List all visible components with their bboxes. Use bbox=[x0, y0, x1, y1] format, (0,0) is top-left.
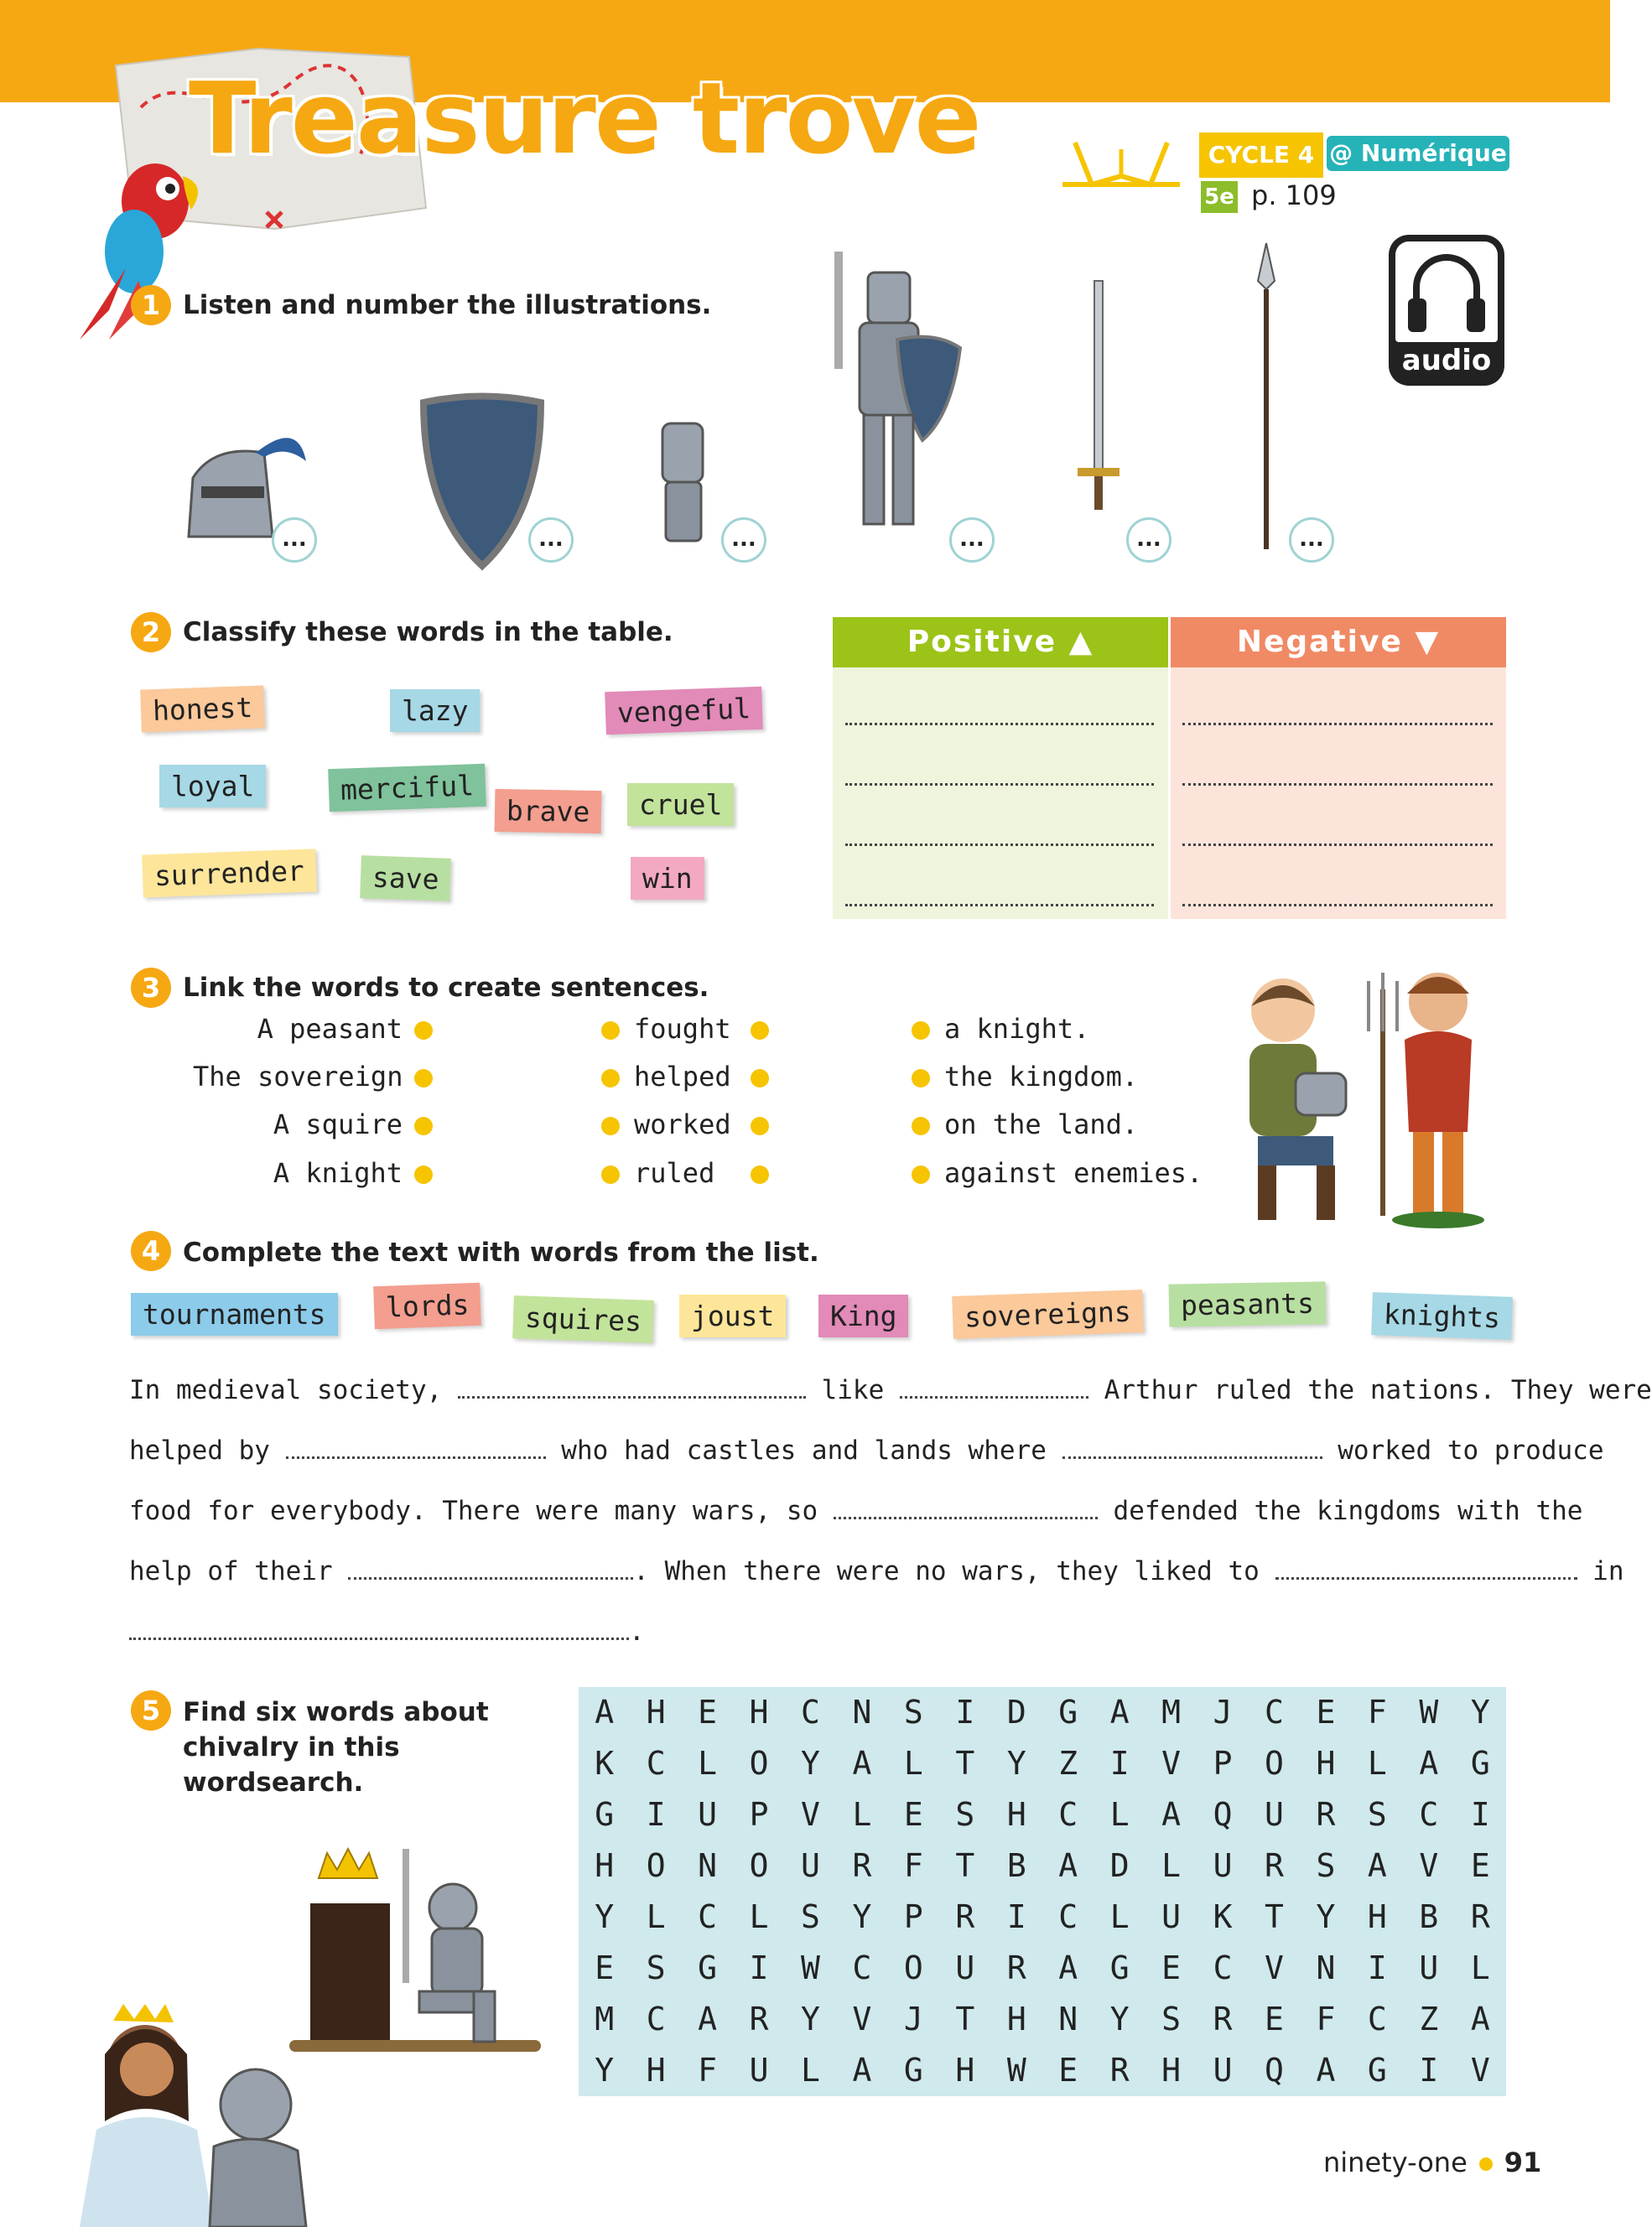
word-tag[interactable]: brave bbox=[495, 789, 602, 833]
page-reference: p. 109 bbox=[1251, 179, 1337, 211]
answer-circle-shield[interactable]: ... bbox=[528, 517, 574, 563]
object-item: on the land. bbox=[944, 1108, 1139, 1140]
wordsearch-letter[interactable]: H bbox=[646, 1694, 666, 1731]
link-dot[interactable] bbox=[912, 1165, 930, 1184]
answer-line[interactable] bbox=[845, 904, 1154, 906]
exercise-2-number: 2 bbox=[131, 612, 171, 652]
wordsearch-letter[interactable]: Z bbox=[1058, 1745, 1078, 1782]
wordsearch-letter[interactable]: C bbox=[1367, 2001, 1387, 2038]
link-dot[interactable] bbox=[912, 1117, 930, 1135]
wordsearch-letter[interactable]: L bbox=[698, 1745, 718, 1782]
wordsearch-letter[interactable]: A bbox=[1419, 1745, 1439, 1782]
wordsearch-letter[interactable]: R bbox=[1470, 1898, 1490, 1935]
wordsearch-letter[interactable]: G bbox=[1058, 1694, 1078, 1731]
verb-item: helped bbox=[634, 1061, 731, 1093]
wordsearch-letter[interactable]: A bbox=[1058, 1949, 1078, 1986]
link-dot[interactable] bbox=[601, 1069, 620, 1088]
word-tag[interactable]: win bbox=[631, 857, 704, 900]
answer-circle-helmet[interactable]: ... bbox=[272, 517, 317, 563]
wordsearch-letter[interactable]: I bbox=[646, 1796, 666, 1833]
wordsearch-letter[interactable]: F bbox=[1316, 2001, 1336, 2038]
word-tag[interactable]: lords bbox=[373, 1283, 481, 1329]
wordsearch-letter[interactable]: E bbox=[903, 1796, 923, 1833]
word-tag[interactable]: sovereigns bbox=[952, 1290, 1143, 1339]
wordsearch-letter[interactable]: I bbox=[1109, 1745, 1130, 1782]
wordsearch-letter[interactable]: R bbox=[1265, 1847, 1284, 1884]
page-title: Treasure trove bbox=[189, 60, 980, 176]
wordsearch-letter[interactable]: C bbox=[646, 1745, 666, 1782]
wordsearch-letter[interactable]: H bbox=[1161, 2052, 1182, 2089]
wordsearch-letter[interactable]: E bbox=[698, 1694, 718, 1731]
gauntlet-illustration bbox=[654, 415, 713, 549]
wordsearch-letter[interactable]: L bbox=[852, 1796, 872, 1833]
exercise-5-instruction-line: chivalry in this bbox=[183, 1732, 400, 1762]
wordsearch-letter[interactable]: M bbox=[1161, 1694, 1182, 1731]
word-tag[interactable]: surrender bbox=[142, 849, 316, 897]
wordsearch-letter[interactable]: A bbox=[595, 1694, 615, 1731]
wordsearch-letter[interactable]: L bbox=[1367, 1745, 1387, 1782]
link-dot[interactable] bbox=[601, 1165, 620, 1184]
text-line-4: help of their . When there were no wars, they liked to in bbox=[129, 1556, 1624, 1586]
exercise-5-instruction-line: Find six words about bbox=[183, 1697, 489, 1727]
answer-line[interactable] bbox=[1182, 904, 1493, 906]
wordsearch-letter[interactable]: E bbox=[1058, 2052, 1078, 2089]
wordsearch-letter[interactable]: M bbox=[595, 2001, 615, 2038]
wordsearch-letter[interactable]: N bbox=[1316, 1949, 1336, 1986]
numerique-badge[interactable]: @ Numérique bbox=[1327, 136, 1509, 171]
exercise-1-instruction: Listen and number the illustrations. bbox=[183, 290, 712, 320]
subject-item: The sovereign bbox=[193, 1061, 403, 1093]
wordsearch-letter[interactable]: E bbox=[1265, 2001, 1284, 2038]
verb-item: ruled bbox=[634, 1157, 715, 1189]
wordsearch-letter[interactable]: U bbox=[1213, 1847, 1233, 1884]
spear-illustration bbox=[1249, 239, 1283, 558]
wordsearch-letter[interactable]: F bbox=[903, 1847, 923, 1884]
wordsearch-letter[interactable]: H bbox=[1367, 1898, 1387, 1935]
wordsearch-letter[interactable]: L bbox=[1109, 1796, 1130, 1833]
wordsearch-letter[interactable]: D bbox=[1006, 1694, 1026, 1731]
thumbs-up-icon: ▲ bbox=[1068, 625, 1094, 659]
object-item: the kingdom. bbox=[944, 1061, 1139, 1093]
headphones-icon bbox=[1395, 241, 1498, 342]
link-dot[interactable] bbox=[601, 1117, 620, 1135]
answer-line[interactable] bbox=[1182, 844, 1493, 846]
answer-circle-spear[interactable]: ... bbox=[1289, 517, 1334, 563]
word-tag[interactable]: lazy bbox=[390, 689, 480, 732]
link-dot[interactable] bbox=[414, 1021, 433, 1040]
wordsearch-letter[interactable]: I bbox=[955, 1694, 975, 1731]
wordsearch-letter[interactable]: Z bbox=[1419, 2001, 1439, 2038]
wordsearch-letter[interactable]: F bbox=[698, 2052, 718, 2089]
wordsearch-grid bbox=[579, 1687, 1506, 2096]
wordsearch-letter[interactable]: D bbox=[1109, 1847, 1130, 1884]
wordsearch-letter[interactable]: G bbox=[595, 1796, 615, 1833]
exercise-2-instruction: Classify these words in the table. bbox=[183, 617, 673, 647]
wordsearch-letter[interactable]: R bbox=[1109, 2052, 1130, 2089]
verb-item: fought bbox=[634, 1013, 731, 1045]
wordsearch-letter[interactable]: A bbox=[1470, 2001, 1490, 2038]
blank-field[interactable] bbox=[1275, 1577, 1577, 1580]
exercise-4-instruction: Complete the text with words from the list. bbox=[183, 1238, 819, 1268]
wordsearch-letter[interactable]: H bbox=[955, 2052, 975, 2089]
wordsearch-letter[interactable]: T bbox=[955, 1745, 975, 1782]
wordsearch-letter[interactable]: G bbox=[1109, 1949, 1130, 1986]
wordsearch-letter[interactable]: C bbox=[1213, 1949, 1233, 1986]
link-dot[interactable] bbox=[601, 1021, 620, 1040]
wordsearch-letter[interactable]: F bbox=[1367, 1694, 1387, 1731]
wordsearch-letter[interactable]: O bbox=[903, 1949, 923, 1986]
object-item: a knight. bbox=[944, 1013, 1090, 1045]
link-dot[interactable] bbox=[751, 1021, 769, 1040]
wordsearch-letter[interactable]: C bbox=[1058, 1796, 1078, 1833]
link-dot[interactable] bbox=[912, 1069, 930, 1088]
wordsearch-letter[interactable]: L bbox=[903, 1745, 923, 1782]
wordsearch-letter[interactable]: U bbox=[749, 2052, 769, 2089]
wordsearch-letter[interactable]: A bbox=[852, 2052, 872, 2089]
thumbs-down-icon: ▼ bbox=[1415, 625, 1441, 659]
wordsearch-letter[interactable]: H bbox=[1316, 1745, 1336, 1782]
wordsearch-letter[interactable]: L bbox=[749, 1898, 769, 1935]
wordsearch-letter[interactable]: A bbox=[1316, 2052, 1336, 2089]
wordsearch-letter[interactable]: O bbox=[749, 1745, 769, 1782]
wordsearch-letter[interactable]: U bbox=[1265, 1796, 1284, 1833]
wordsearch-letter[interactable]: I bbox=[1470, 1796, 1490, 1833]
wordsearch-letter[interactable]: U bbox=[801, 1847, 820, 1884]
wordsearch-letter[interactable]: Y bbox=[595, 1898, 615, 1935]
wordsearch-letter[interactable]: S bbox=[646, 1949, 666, 1986]
cycle-badge: CYCLE 4 bbox=[1199, 132, 1323, 178]
wordsearch-letter[interactable]: C bbox=[852, 1949, 872, 1986]
wordsearch-letter[interactable]: V bbox=[852, 2001, 872, 2038]
wordsearch-letter[interactable]: L bbox=[646, 1898, 666, 1935]
audio-button[interactable] bbox=[1389, 235, 1504, 386]
positive-column-header: Positive ▲ bbox=[833, 617, 1168, 667]
wordsearch-letter[interactable]: W bbox=[1419, 1694, 1439, 1731]
wordsearch-letter[interactable]: U bbox=[1419, 1949, 1439, 1986]
link-dot[interactable] bbox=[751, 1165, 769, 1184]
wordsearch-letter[interactable]: H bbox=[646, 2052, 666, 2089]
word-tag[interactable]: save bbox=[360, 855, 451, 901]
wordsearch-letter[interactable]: C bbox=[1419, 1796, 1439, 1833]
text-line-1: In medieval society, like Arthur ruled the nations. They were bbox=[129, 1375, 1652, 1405]
wordsearch-letter[interactable]: L bbox=[1109, 1898, 1130, 1935]
word-tag[interactable]: knights bbox=[1371, 1292, 1513, 1340]
wordsearch-letter[interactable]: N bbox=[1058, 2001, 1078, 2038]
wordsearch-letter[interactable]: H bbox=[1006, 1796, 1026, 1833]
wordsearch-letter[interactable]: W bbox=[801, 1949, 820, 1986]
answer-circle-knight[interactable]: ... bbox=[949, 517, 995, 563]
subject-item: A knight bbox=[273, 1157, 403, 1189]
wordsearch-letter[interactable]: C bbox=[1265, 1694, 1284, 1731]
wordsearch-letter[interactable]: E bbox=[1470, 1847, 1490, 1884]
wordsearch-letter[interactable]: U bbox=[1213, 2052, 1233, 2089]
word-tag[interactable]: squires bbox=[512, 1295, 654, 1343]
wordsearch-letter[interactable]: K bbox=[595, 1745, 615, 1782]
wordsearch-letter[interactable]: B bbox=[1419, 1898, 1439, 1935]
wordsearch-letter[interactable]: C bbox=[801, 1694, 820, 1731]
wordsearch-letter[interactable]: P bbox=[749, 1796, 769, 1833]
answer-line[interactable] bbox=[1182, 723, 1493, 725]
answer-line[interactable] bbox=[1182, 783, 1493, 786]
wordsearch-letter[interactable]: K bbox=[1213, 1898, 1233, 1935]
answer-line[interactable] bbox=[845, 844, 1154, 846]
blank-field[interactable] bbox=[286, 1456, 546, 1459]
link-dot[interactable] bbox=[751, 1069, 769, 1088]
page-footer bbox=[1323, 2147, 1541, 2178]
text-line-3: food for everybody. There were many wars, so defended the kingdoms with the bbox=[129, 1496, 1583, 1526]
wordsearch-letter[interactable]: R bbox=[955, 1898, 975, 1935]
object-item: against enemies. bbox=[944, 1157, 1203, 1189]
text-line-5: . bbox=[129, 1617, 1506, 1647]
wordsearch-letter[interactable]: C bbox=[1058, 1898, 1078, 1935]
word-tag[interactable]: cruel bbox=[627, 783, 734, 826]
blank-field[interactable] bbox=[129, 1638, 629, 1640]
wordsearch-letter[interactable]: U bbox=[955, 1949, 975, 1986]
wordsearch-letter[interactable]: W bbox=[1006, 2052, 1026, 2089]
wordsearch-letter[interactable]: S bbox=[903, 1694, 923, 1731]
wordsearch-letter[interactable]: J bbox=[1213, 1694, 1233, 1731]
wordsearch-letter[interactable]: L bbox=[801, 2052, 820, 2089]
squire-and-peasant-illustration bbox=[1216, 964, 1501, 1233]
wordsearch-letter[interactable]: Y bbox=[801, 2001, 820, 2038]
wordsearch-letter[interactable]: I bbox=[1367, 1949, 1387, 1986]
wordsearch-letter[interactable]: I bbox=[1006, 1898, 1026, 1935]
wordsearch-letter[interactable]: S bbox=[955, 1796, 975, 1833]
answer-circle-gauntlet[interactable]: ... bbox=[721, 517, 766, 563]
wordsearch-letter[interactable]: T bbox=[1265, 1898, 1284, 1935]
wordsearch-letter[interactable]: T bbox=[955, 2001, 975, 2038]
wordsearch-letter[interactable]: U bbox=[1161, 1898, 1182, 1935]
wordsearch-letter[interactable]: Y bbox=[595, 2052, 615, 2089]
word-tag[interactable]: honest bbox=[140, 685, 265, 732]
kneeling-knight-illustration bbox=[285, 1840, 545, 2058]
wordsearch-letter[interactable]: Y bbox=[852, 1898, 872, 1935]
wordsearch-letter[interactable]: S bbox=[1316, 1847, 1336, 1884]
wordsearch-letter[interactable]: R bbox=[749, 2001, 769, 2038]
wordsearch-letter[interactable]: A bbox=[852, 1745, 872, 1782]
blank-field[interactable] bbox=[348, 1577, 633, 1580]
wordsearch-letter[interactable]: B bbox=[1006, 1847, 1026, 1884]
subject-item: A squire bbox=[273, 1108, 403, 1140]
link-dot[interactable] bbox=[414, 1165, 433, 1184]
wordsearch-letter[interactable]: E bbox=[595, 1949, 615, 1986]
word-tag[interactable]: vengeful bbox=[605, 687, 763, 735]
wordsearch-letter[interactable]: R bbox=[1213, 2001, 1233, 2038]
wordsearch-letter[interactable]: G bbox=[1367, 2052, 1387, 2089]
wordsearch-letter[interactable]: S bbox=[801, 1898, 820, 1935]
wordsearch-letter[interactable]: V bbox=[1161, 1745, 1182, 1782]
wordsearch-letter[interactable]: G bbox=[1470, 1745, 1490, 1782]
wordsearch-letter[interactable]: R bbox=[1006, 1949, 1026, 1986]
wordsearch-letter[interactable]: R bbox=[852, 1847, 872, 1884]
wordsearch-letter[interactable]: Q bbox=[1265, 2052, 1284, 2089]
word-tag[interactable]: loyal bbox=[159, 765, 266, 807]
wordsearch-letter[interactable]: N bbox=[698, 1847, 718, 1884]
wordsearch-letter[interactable]: T bbox=[955, 1847, 975, 1884]
knight-illustration bbox=[818, 247, 969, 549]
wordsearch-letter[interactable]: V bbox=[801, 1796, 820, 1833]
word-tag[interactable]: peasants bbox=[1169, 1281, 1327, 1326]
wordsearch-letter[interactable]: Y bbox=[1316, 1898, 1336, 1935]
wordsearch-letter[interactable]: O bbox=[646, 1847, 666, 1884]
blank-field[interactable] bbox=[1062, 1456, 1322, 1459]
exercise-4-number: 4 bbox=[131, 1231, 171, 1271]
wordsearch-letter[interactable]: A bbox=[1161, 1796, 1182, 1833]
wordsearch-letter[interactable]: V bbox=[1265, 1949, 1284, 1986]
answer-circle-sword[interactable]: ... bbox=[1126, 517, 1171, 563]
wordsearch-letter[interactable]: Q bbox=[1213, 1796, 1233, 1833]
wordsearch-letter[interactable]: P bbox=[1213, 1745, 1233, 1782]
wordsearch-letter[interactable]: C bbox=[698, 1898, 718, 1935]
link-dot[interactable] bbox=[414, 1117, 433, 1135]
wordsearch-letter[interactable]: P bbox=[903, 1898, 923, 1935]
exercise-3-instruction: Link the words to create sentences. bbox=[183, 973, 709, 1003]
level-badge: 5e bbox=[1201, 181, 1238, 213]
exercise-3-number: 3 bbox=[131, 968, 171, 1008]
wordsearch-letter[interactable]: N bbox=[852, 1694, 872, 1731]
wordsearch-letter[interactable]: E bbox=[1316, 1694, 1336, 1731]
verb-item: worked bbox=[634, 1108, 731, 1140]
exercise-1-number: 1 bbox=[131, 285, 171, 325]
wordsearch-letter[interactable]: Y bbox=[1006, 1745, 1026, 1782]
wordsearch-letter[interactable]: G bbox=[903, 2052, 923, 2089]
wordsearch-letter[interactable]: S bbox=[1161, 2001, 1182, 2038]
word-tag[interactable]: joust bbox=[679, 1295, 786, 1337]
wordsearch-letter[interactable]: A bbox=[1058, 1847, 1078, 1884]
wordsearch-letter[interactable]: V bbox=[1470, 2052, 1490, 2089]
wordsearch-letter[interactable]: E bbox=[1161, 1949, 1182, 1986]
wordsearch-letter[interactable]: I bbox=[1419, 2052, 1439, 2089]
wordsearch-letter[interactable]: A bbox=[698, 2001, 718, 2038]
wordsearch-letter[interactable]: Y bbox=[1470, 1694, 1490, 1731]
link-dot[interactable] bbox=[751, 1117, 769, 1135]
wordsearch-letter[interactable]: C bbox=[646, 2001, 666, 2038]
word-tag[interactable]: King bbox=[818, 1295, 908, 1337]
exercise-5-number: 5 bbox=[131, 1690, 171, 1731]
wordsearch-letter[interactable]: H bbox=[1006, 2001, 1026, 2038]
wordsearch-letter[interactable]: I bbox=[749, 1949, 769, 1986]
negative-column bbox=[1171, 667, 1506, 919]
princess-and-knight-illustration bbox=[46, 2004, 323, 2227]
text-line-2: helped by who had castles and lands where worked to produce bbox=[129, 1435, 1604, 1466]
footer-dot bbox=[1479, 2157, 1493, 2171]
wordsearch-letter[interactable]: U bbox=[698, 1796, 718, 1833]
wordsearch-letter[interactable]: G bbox=[698, 1949, 718, 1986]
answer-line[interactable] bbox=[845, 783, 1154, 786]
wordsearch-letter[interactable]: V bbox=[1419, 1847, 1439, 1884]
link-dot[interactable] bbox=[912, 1021, 930, 1040]
wordsearch-letter[interactable]: L bbox=[1470, 1949, 1490, 1986]
wordsearch-letter[interactable]: O bbox=[749, 1847, 769, 1884]
page-number-word: ninety-one bbox=[1323, 2147, 1468, 2178]
exercise-5-instruction-line: wordsearch. bbox=[183, 1768, 364, 1798]
wordsearch-letter[interactable]: H bbox=[595, 1847, 615, 1884]
wordsearch-letter[interactable]: Y bbox=[1109, 2001, 1130, 2038]
wordsearch-letter[interactable]: S bbox=[1367, 1796, 1387, 1833]
blank-field[interactable] bbox=[834, 1517, 1098, 1519]
wordsearch-letter[interactable]: O bbox=[1265, 1745, 1284, 1782]
answer-line[interactable] bbox=[845, 723, 1154, 725]
negative-column-header: Negative ▼ bbox=[1171, 617, 1506, 667]
wordsearch-letter[interactable]: A bbox=[1109, 1694, 1130, 1731]
audio-label: audio bbox=[1401, 344, 1492, 377]
wordsearch-letter[interactable]: Y bbox=[801, 1745, 820, 1782]
blank-field[interactable] bbox=[900, 1396, 1088, 1399]
positive-column bbox=[833, 667, 1168, 919]
wordsearch-letter[interactable]: A bbox=[1367, 1847, 1387, 1884]
sword-illustration bbox=[1073, 277, 1124, 528]
word-tag[interactable]: tournaments bbox=[131, 1293, 338, 1336]
wordsearch-letter[interactable]: H bbox=[749, 1694, 769, 1731]
wordsearch-letter[interactable]: J bbox=[903, 2001, 923, 2038]
subject-item: A peasant bbox=[257, 1013, 403, 1045]
blank-field[interactable] bbox=[458, 1396, 806, 1399]
word-tag[interactable]: merciful bbox=[328, 764, 486, 812]
page-number: 91 bbox=[1504, 2147, 1542, 2178]
link-dot[interactable] bbox=[414, 1069, 433, 1088]
wordsearch-letter[interactable]: L bbox=[1161, 1847, 1182, 1884]
wordsearch-letter[interactable]: R bbox=[1316, 1796, 1336, 1833]
reading-icon bbox=[1058, 134, 1184, 201]
